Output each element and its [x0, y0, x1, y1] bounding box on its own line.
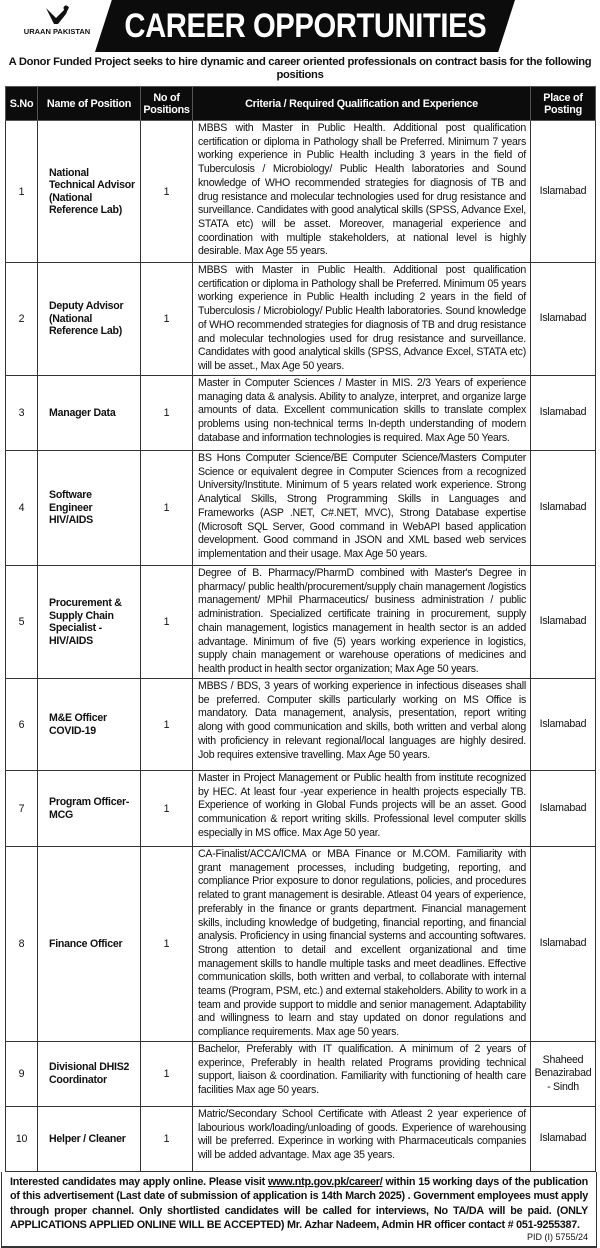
serial-number: 9	[6, 1041, 38, 1106]
place-of-posting: Islamabad	[531, 451, 596, 566]
place-of-posting: Islamabad	[531, 566, 596, 679]
position-name: Software Engineer HIV/AIDS	[38, 451, 141, 566]
position-name: National Technical Advisor (National Reference Lab)	[38, 121, 141, 263]
serial-number: 1	[6, 121, 38, 263]
criteria-text: MBBS with Master in Public Health. Additional post qualification certification or diploma in Pathology shall be Preferred. Minimum 05 years working experience in Public Health including 2 years in the field of Tuberculosis / Microbiology/ Public Health laboratories. Sound knowledge of WHO recommended strategies for diagnosis of TB and drug resistance and molecular technologies used for drug resistance and surveillance. Candidates with good analytical skills (SPSS, Advance Excel, STATA etc) will be asset., Max Age 50 years.	[193, 263, 531, 376]
criteria-text: BS Hons Computer Science/BE Computer Science/Masters Computer Science or equivalent degree in Computer Sciences from a recognized University/Institute. Minimum of 5 years related work experience. Strong Analytical Skills, Strong Programming Skills in Languages and Frameworks (ASP .NET, C#.NET, MVC), Strong Database expertise (Microsoft SQL Server, Good command in WebAPI based application development. Good command in JSON and XML based web services implementation and their usage. Max Age 50 years.	[193, 451, 531, 566]
footer-text	[10, 1175, 588, 1233]
criteria-text: Matric/Secondary School Certificate with Atleast 2 year experience of labourious work/loading/unloading of goods. Experience of warehousing will be preferred. Experince in working with Pharmaceuticals companies will be added advantage. Max age 35 years.	[193, 1106, 531, 1171]
position-name: Helper / Cleaner	[38, 1106, 141, 1171]
position-count: 1	[141, 263, 193, 376]
table-row	[6, 771, 596, 847]
serial-number: 3	[6, 376, 38, 451]
column-header: S.No	[6, 87, 38, 121]
pid-number: PID (I) 5755/24	[526, 1232, 588, 1243]
position-count: 1	[141, 451, 193, 566]
table-row	[6, 376, 596, 451]
place-of-posting: Islamabad	[531, 263, 596, 376]
position-count: 1	[141, 1041, 193, 1106]
table-row	[6, 1041, 596, 1106]
place-of-posting: Islamabad	[531, 121, 596, 263]
place-of-posting: Islamabad	[531, 679, 596, 771]
position-name: M&E Officer COVID-19	[38, 679, 141, 771]
logo-text: URAAN PAKISTAN	[23, 27, 91, 36]
footer-text-end: within 15 working days of the publication of this advertisement (Last date of submission of application is 14th March 2025) . Government employees must apply through proper channel. Only shortlisted candidates will be called for interviews, No TA/DA will be paid. (ONLY APPLICATIONS APPLIED ONLINE WILL BE ACCEPTED) Mr. Azhar Nadeem, Admin HR officer contact # 051-9255387.	[10, 1175, 588, 1232]
serial-number: 2	[6, 263, 38, 376]
table-row	[6, 451, 596, 566]
position-name: Program Officer- MCG	[38, 771, 141, 847]
footer	[1, 1172, 597, 1248]
table-row	[6, 566, 596, 679]
serial-number: 7	[6, 771, 38, 847]
serial-number: 5	[6, 566, 38, 679]
criteria-text: Master in Project Management or Public health from institute recognized by HEC. At least four -year experience in health projects especially TB. Experience of working in Global Funds projects will be an asset. Good communication & report writing skills. Professional level computer skills especially in MS office. Max Age 50 year.	[193, 771, 531, 847]
position-count: 1	[141, 1106, 193, 1171]
header	[0, 0, 600, 52]
position-count: 1	[141, 771, 193, 847]
column-header: Criteria / Required Qualification and Experience	[193, 87, 531, 121]
career-link[interactable]: www.ntp.gov.pk/career/	[268, 1175, 383, 1188]
serial-number: 8	[6, 847, 38, 1042]
position-name: Manager Data	[38, 376, 141, 451]
serial-number: 6	[6, 679, 38, 771]
table-row	[6, 847, 596, 1042]
position-count: 1	[141, 376, 193, 451]
table-header	[6, 87, 596, 121]
criteria-text: MBBS with Master in Public Health. Additional post qualification certification or diploma in Pathology shall be Preferred. Minimum 7 years working experience in Public Health including 3 years in the field of Tuberculosis / Microbiology/ Public Health laboratories and Sound knowledge of WHO recommended strategies for diagnosis of TB and drug resistance and molecular technologies used for drug resistance and surveillance. Candidates with good analytical skills (SPSS, Advance Exel, STATA etc) will be asset. Moreover, managerial experience and coordination with multiple stakeholders, at national level is highly desirable. Max Age 55 years.	[193, 121, 531, 263]
table-row	[6, 121, 596, 263]
criteria-text: Master in Computer Sciences / Master in MIS. 2/3 Years of experience managing data & analysis. Ability to analyze, interpret, and organize large amounts of data. Excellent communication skills to translate complex problems using non-technical terms In-depth understanding of modern database and information technologies is required. Max Age 50 Years.	[193, 376, 531, 451]
intro-text: A Donor Funded Project seeks to hire dynamic and career oriented professionals on contract basis for the following positions	[8, 56, 592, 81]
footer-text-start: Interested candidates may apply online. Please visit	[10, 1175, 269, 1188]
position-name: Procurement & Supply Chain Specialist - HIV/AIDS	[38, 566, 141, 679]
position-name: Finance Officer	[38, 847, 141, 1042]
bird-icon	[42, 4, 72, 28]
criteria-text: Bachelor, Preferably with IT qualification. A minimum of 2 years of experince, Preferably in health related Programs providing technical support, liaison & coordination. Familiarity with functioning of health care facilities Max age 50 years.	[193, 1041, 531, 1106]
table-row	[6, 263, 596, 376]
column-header: Name of Position	[38, 87, 141, 121]
criteria-text: MBBS / BDS, 3 years of working experience in infectious diseases shall be preferred. Computer skills particularly working on MS Office is mandatory. Data management, analysis, presentation, report writing along with good communication and skills, both written and verbal along with proficiency in relevant regional/local languages are highly desired. Job requires extensive travelling. Max Age 50 years.	[193, 679, 531, 771]
table-row	[6, 1106, 596, 1171]
table-row	[6, 679, 596, 771]
place-of-posting: Islamabad	[531, 847, 596, 1042]
place-of-posting: Islamabad	[531, 376, 596, 451]
position-count: 1	[141, 847, 193, 1042]
position-count: 1	[141, 679, 193, 771]
serial-number: 10	[6, 1106, 38, 1171]
position-name: Divisional DHIS2 Coordinator	[38, 1041, 141, 1106]
positions-table	[5, 86, 596, 1172]
place-of-posting: Islamabad	[531, 771, 596, 847]
position-count: 1	[141, 566, 193, 679]
criteria-text: CA-Finalist/ACCA/ICMA or MBA Finance or M.COM. Familiarity with grant management processes, including budgeting, reporting, and compliance Prior exposure to donor regulations, policies, and procedures related to grant management is desirable. Atleast 04 years of experience, preferably in the finance or grants department. Financial management skills, including knowledge of budgeting, financial reporting, and financial analysis. Proficiency in using financial systems and accounting softwares. Strong attention to detail and excellent organizational and time management skills to handle multiple tasks and meet deadlines. Effective communication skills, both written and verbal, to collaborate with internal teams (Program, PSM, etc.) and external stakeholders. Ability to work in a team and provide support to middle and senior management. Adaptability and willingness to learn and stay updated on donor regulations and compliance requirements. Max age 50 years.	[193, 847, 531, 1042]
place-of-posting: Islamabad	[531, 1106, 596, 1171]
position-name: Deputy Advisor (National Reference Lab)	[38, 263, 141, 376]
page-title: CAREER OPPORTUNITIES	[124, 7, 487, 45]
place-of-posting: Shaheed Benazirabad - Sindh	[531, 1041, 596, 1106]
uraan-pakistan-logo	[22, 4, 92, 50]
column-header: No of Positions	[141, 87, 193, 121]
serial-number: 4	[6, 451, 38, 566]
position-count: 1	[141, 121, 193, 263]
column-header: Place of Posting	[531, 87, 596, 121]
criteria-text: Degree of B. Pharmacy/PharmD combined with Master's Degree in pharmacy/ public health/procurement/supply chain management /logistics management/ MPhil Pharmaceutics/ business administration / public administration. Specialized certificate training in procurement, supply chain management, logistics management in health sector is an added advantage. Minimum of five (5) years working experience in logistics, supply chain management or warehouse operations of medicines and health product in health sector organization; Max Age 50 years.	[193, 566, 531, 679]
